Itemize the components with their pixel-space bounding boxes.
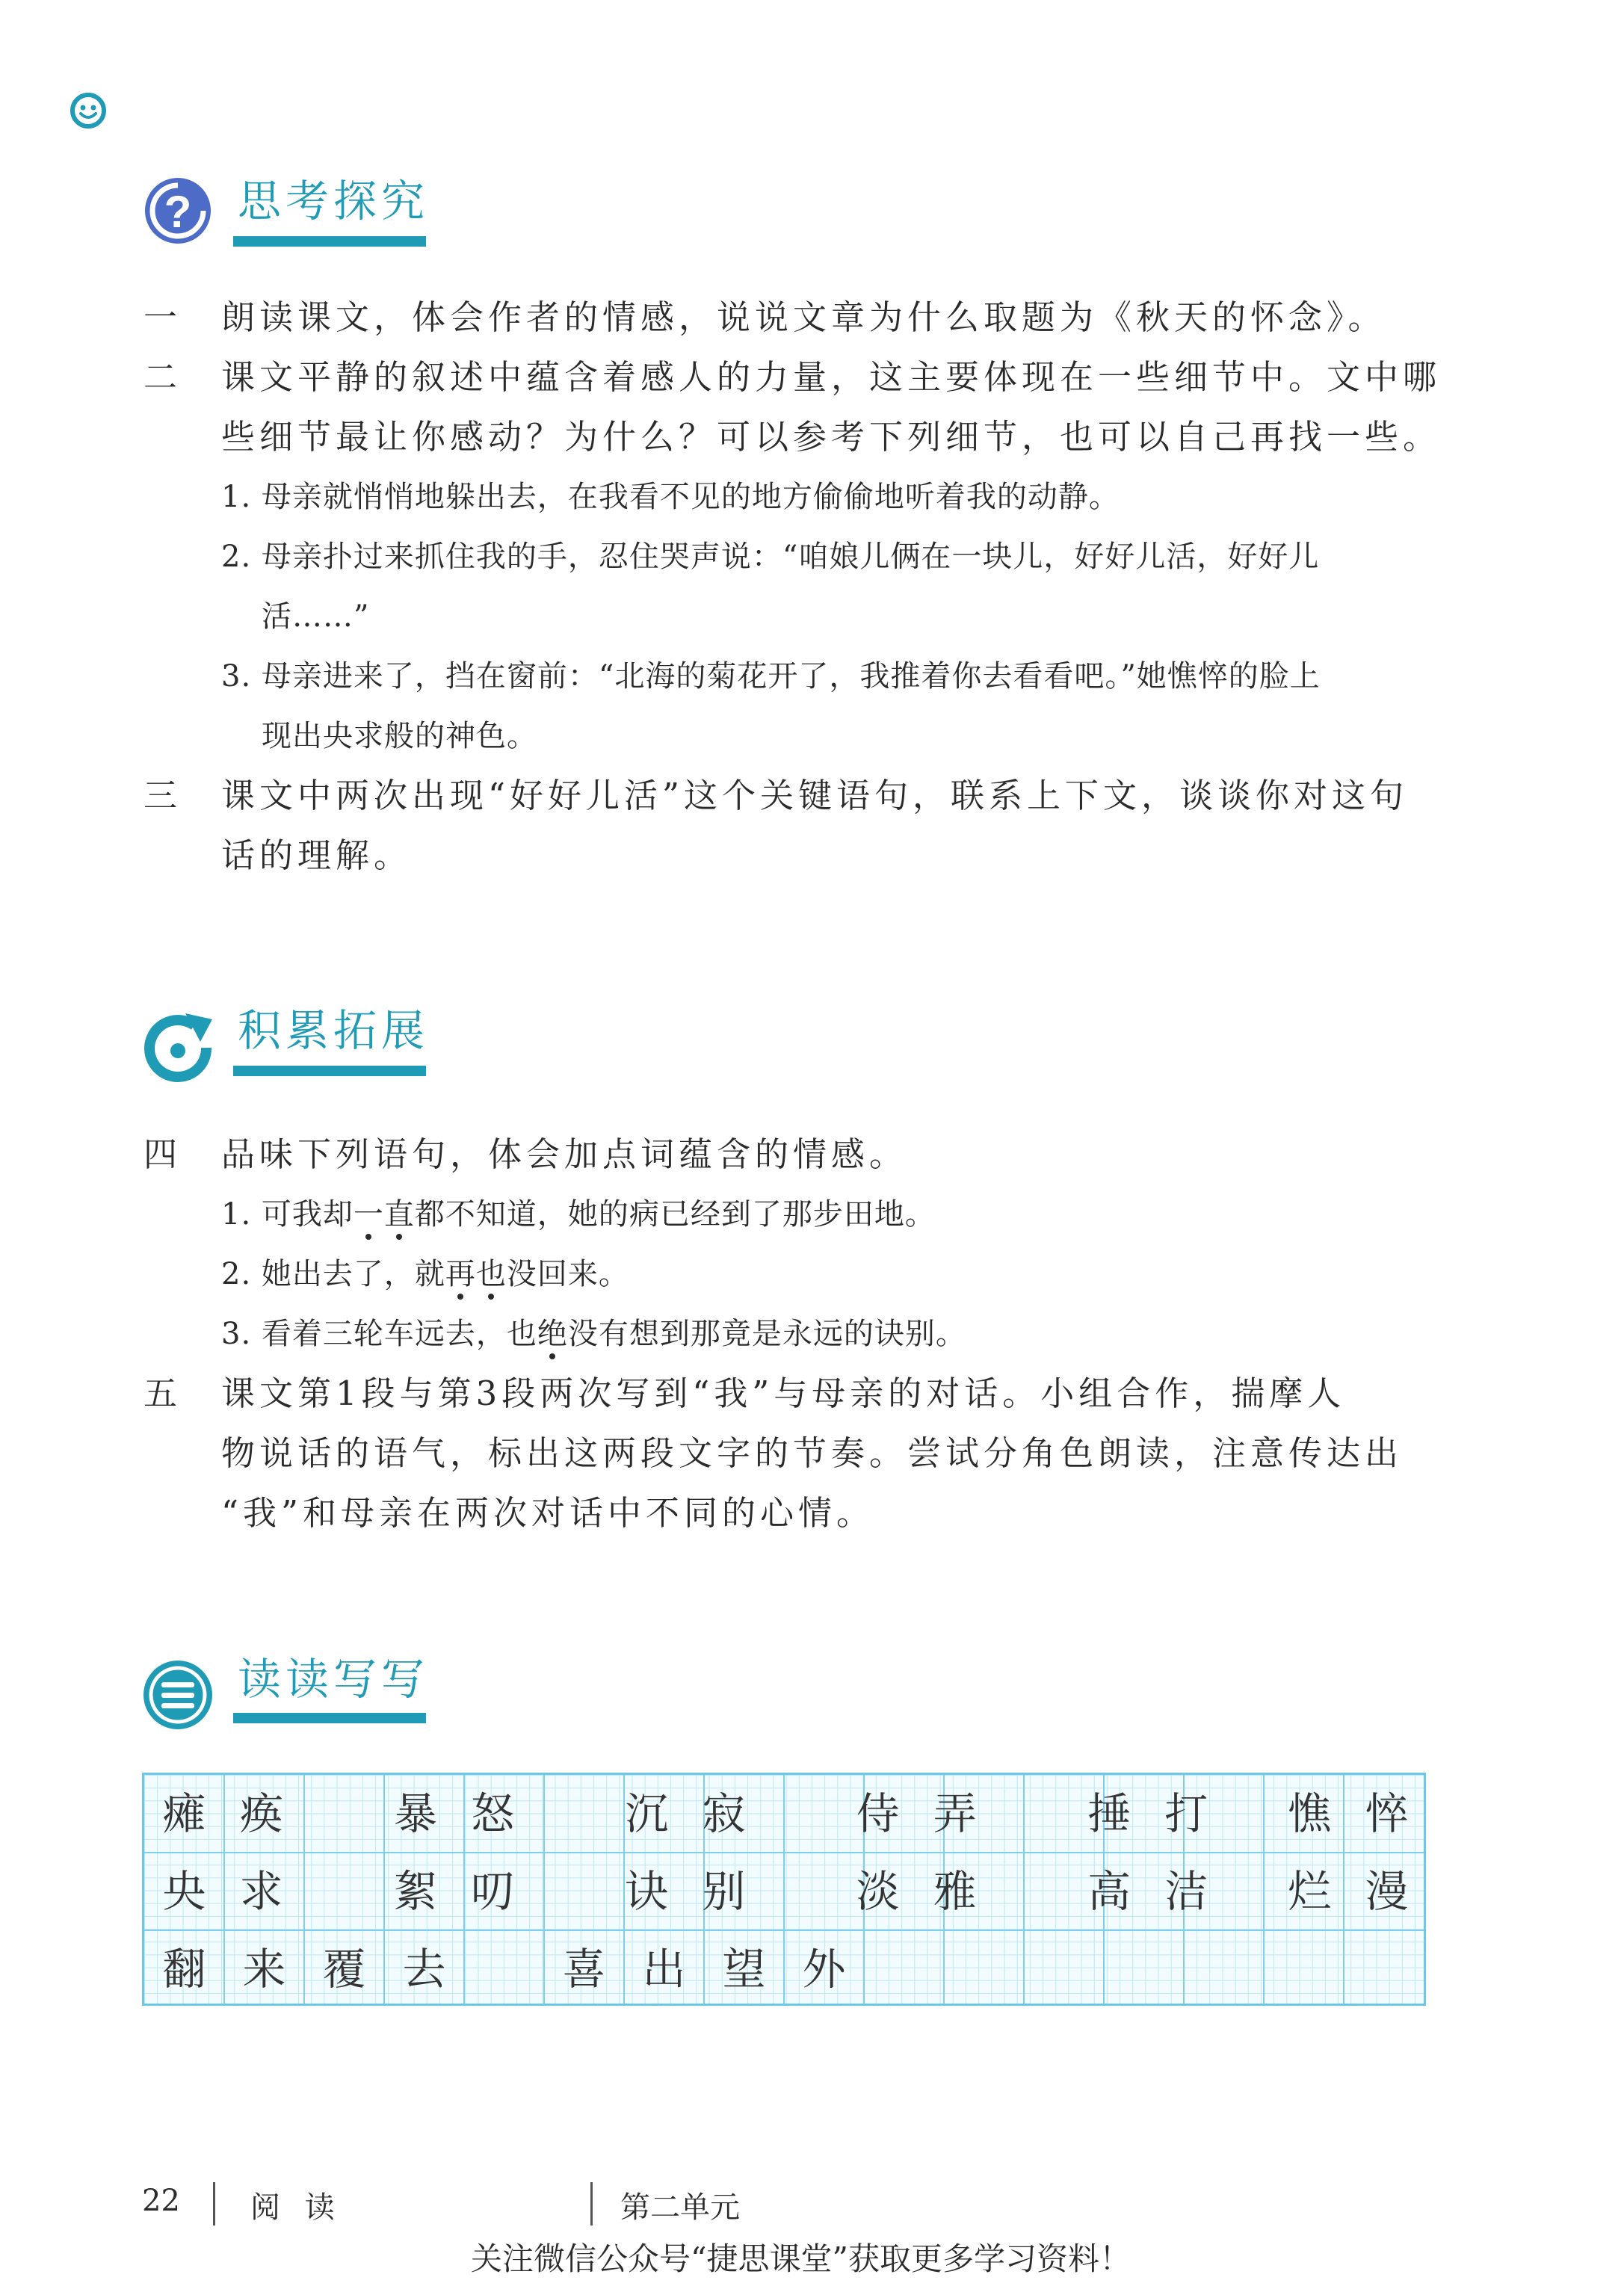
footer-divider <box>213 2182 215 2225</box>
emphasized-word: 直 <box>384 1184 415 1244</box>
section-readwrite-underline <box>233 1713 426 1723</box>
question-2-item-2-line-2: 活……” <box>262 599 370 634</box>
question-1-number: 一 <box>143 297 178 337</box>
vocab-char: 沉 <box>625 1788 669 1839</box>
footer-unit-label: 第二单元 <box>620 2190 740 2225</box>
question-4-sentence-2: 2. 她出去了，就再 也 没回来。 <box>221 1244 629 1304</box>
smiley-icon <box>69 91 108 130</box>
vocab-char: 烂 <box>1288 1866 1332 1917</box>
question-5-line-1: 课文第1段与第3段两次写到“我”与母亲的对话。小组合作，揣摩人 <box>221 1374 1346 1413</box>
vocab-char: 寂 <box>702 1788 746 1839</box>
svg-text:?: ? <box>164 187 192 237</box>
vocab-char: 侍 <box>856 1788 900 1839</box>
question-5-line-2: 物说话的语气，标出这两段文字的节奏。尝试分角色朗读，注意传达出 <box>221 1433 1404 1473</box>
vocab-char: 叨 <box>471 1866 515 1917</box>
section-think-title: 思考探究 <box>238 176 430 226</box>
section-accumulate-title: 积累拓展 <box>238 1005 430 1056</box>
question-2-item-2-line-1: 2. 母亲扑过来抓住我的手，忍住哭声说：“咱娘儿俩在一块儿，好好儿活，好好儿 <box>221 540 1320 574</box>
question-2-line-1: 课文平静的叙述中蕴含着感人的力量，这主要体现在一些细节中。文中哪 <box>221 357 1442 397</box>
vocab-char: 憔 <box>1288 1788 1332 1839</box>
footer-notice: 关注微信公众号“捷思课堂”获取更多学习资料！ <box>471 2240 1131 2277</box>
emphasized-word: 也 <box>476 1244 507 1304</box>
vocab-char: 漫 <box>1365 1866 1409 1917</box>
question-3-line-1: 课文中两次出现“好好儿活”这个关键语句，联系上下文，谈谈你对这句 <box>221 776 1409 815</box>
vocab-char: 覆 <box>322 1944 366 1995</box>
vocab-char: 央 <box>162 1866 206 1917</box>
vocab-char: 来 <box>242 1944 286 1995</box>
question-2-item-1: 1. 母亲就悄悄地躲出去，在我看不见的地方偷偷地听着我的动静。 <box>221 480 1120 514</box>
question-4-sentence-3: 3. 看着三轮车远去，也绝 没有想到那竟是永远的诀别。 <box>221 1304 966 1364</box>
vocab-char: 求 <box>239 1866 283 1917</box>
vocab-char: 别 <box>702 1866 746 1917</box>
vocab-char: 去 <box>402 1944 446 1995</box>
list-icon <box>141 1658 215 1732</box>
section-readwrite-title: 读读写写 <box>238 1654 430 1705</box>
question-3-line-2: 话的理解。 <box>221 835 413 875</box>
vocab-char: 絮 <box>393 1866 437 1917</box>
emphasized-word: 一 <box>353 1184 384 1244</box>
section-think-underline <box>233 236 426 247</box>
question-2-line-2: 些细节最让你感动？为什么？可以参考下列细节，也可以自己再找一些。 <box>221 417 1442 457</box>
vocab-char: 雅 <box>933 1866 977 1917</box>
emphasized-word: 再 <box>445 1244 476 1304</box>
question-1-text: 朗读课文，体会作者的情感，说说文章为什么取题为《秋天的怀念》。 <box>221 297 1386 337</box>
question-icon <box>141 173 215 248</box>
refresh-arrow-icon <box>141 1010 215 1085</box>
question-4-number: 四 <box>143 1134 178 1174</box>
question-2-item-3-line-2: 现出央求般的神色。 <box>262 719 537 753</box>
vocab-char: 悴 <box>1365 1788 1409 1839</box>
vocab-char: 暴 <box>393 1788 437 1839</box>
vocab-char: 痪 <box>239 1788 283 1839</box>
vocab-char: 外 <box>802 1944 846 1995</box>
question-5-line-3: “我”和母亲在两次对话中不同的心情。 <box>221 1493 875 1533</box>
vocab-char: 出 <box>642 1944 686 1995</box>
vocabulary-grid <box>142 1773 1426 2006</box>
vocab-char: 瘫 <box>162 1788 206 1839</box>
vocab-char: 诀 <box>625 1866 669 1917</box>
vocab-char: 喜 <box>562 1944 606 1995</box>
question-4-sentence-1: 1. 可我却一 直 都不知道，她的病已经到了那步田地。 <box>221 1184 936 1244</box>
footer-section-label: 阅 读 <box>250 2190 342 2225</box>
question-3-number: 三 <box>143 776 178 815</box>
vocab-char: 弄 <box>933 1788 977 1839</box>
page-number: 22 <box>142 2184 180 2218</box>
question-2-item-3-line-1: 3. 母亲进来了，挡在窗前：“北海的菊花开了，我推着你去看看吧。”她憔悴的脸上 <box>221 659 1321 694</box>
section-accumulate-underline <box>233 1066 426 1076</box>
footer-divider <box>590 2182 593 2225</box>
question-2-number: 二 <box>143 357 178 397</box>
vocab-char: 望 <box>722 1944 766 1995</box>
question-4-text: 品味下列语句，体会加点词蕴含的情感。 <box>221 1134 908 1174</box>
emphasized-word: 绝 <box>537 1304 568 1364</box>
grid-column-line <box>1023 1775 1025 2004</box>
vocab-char: 捶 <box>1087 1788 1131 1839</box>
vocab-char: 怒 <box>471 1788 515 1839</box>
vocab-char: 打 <box>1164 1788 1208 1839</box>
vocab-char: 淡 <box>856 1866 900 1917</box>
vocab-char: 洁 <box>1164 1866 1208 1917</box>
grid-column-line <box>1263 1775 1265 2004</box>
vocab-char: 高 <box>1087 1866 1131 1917</box>
vocab-char: 翻 <box>162 1944 206 1995</box>
question-5-number: 五 <box>143 1374 178 1413</box>
